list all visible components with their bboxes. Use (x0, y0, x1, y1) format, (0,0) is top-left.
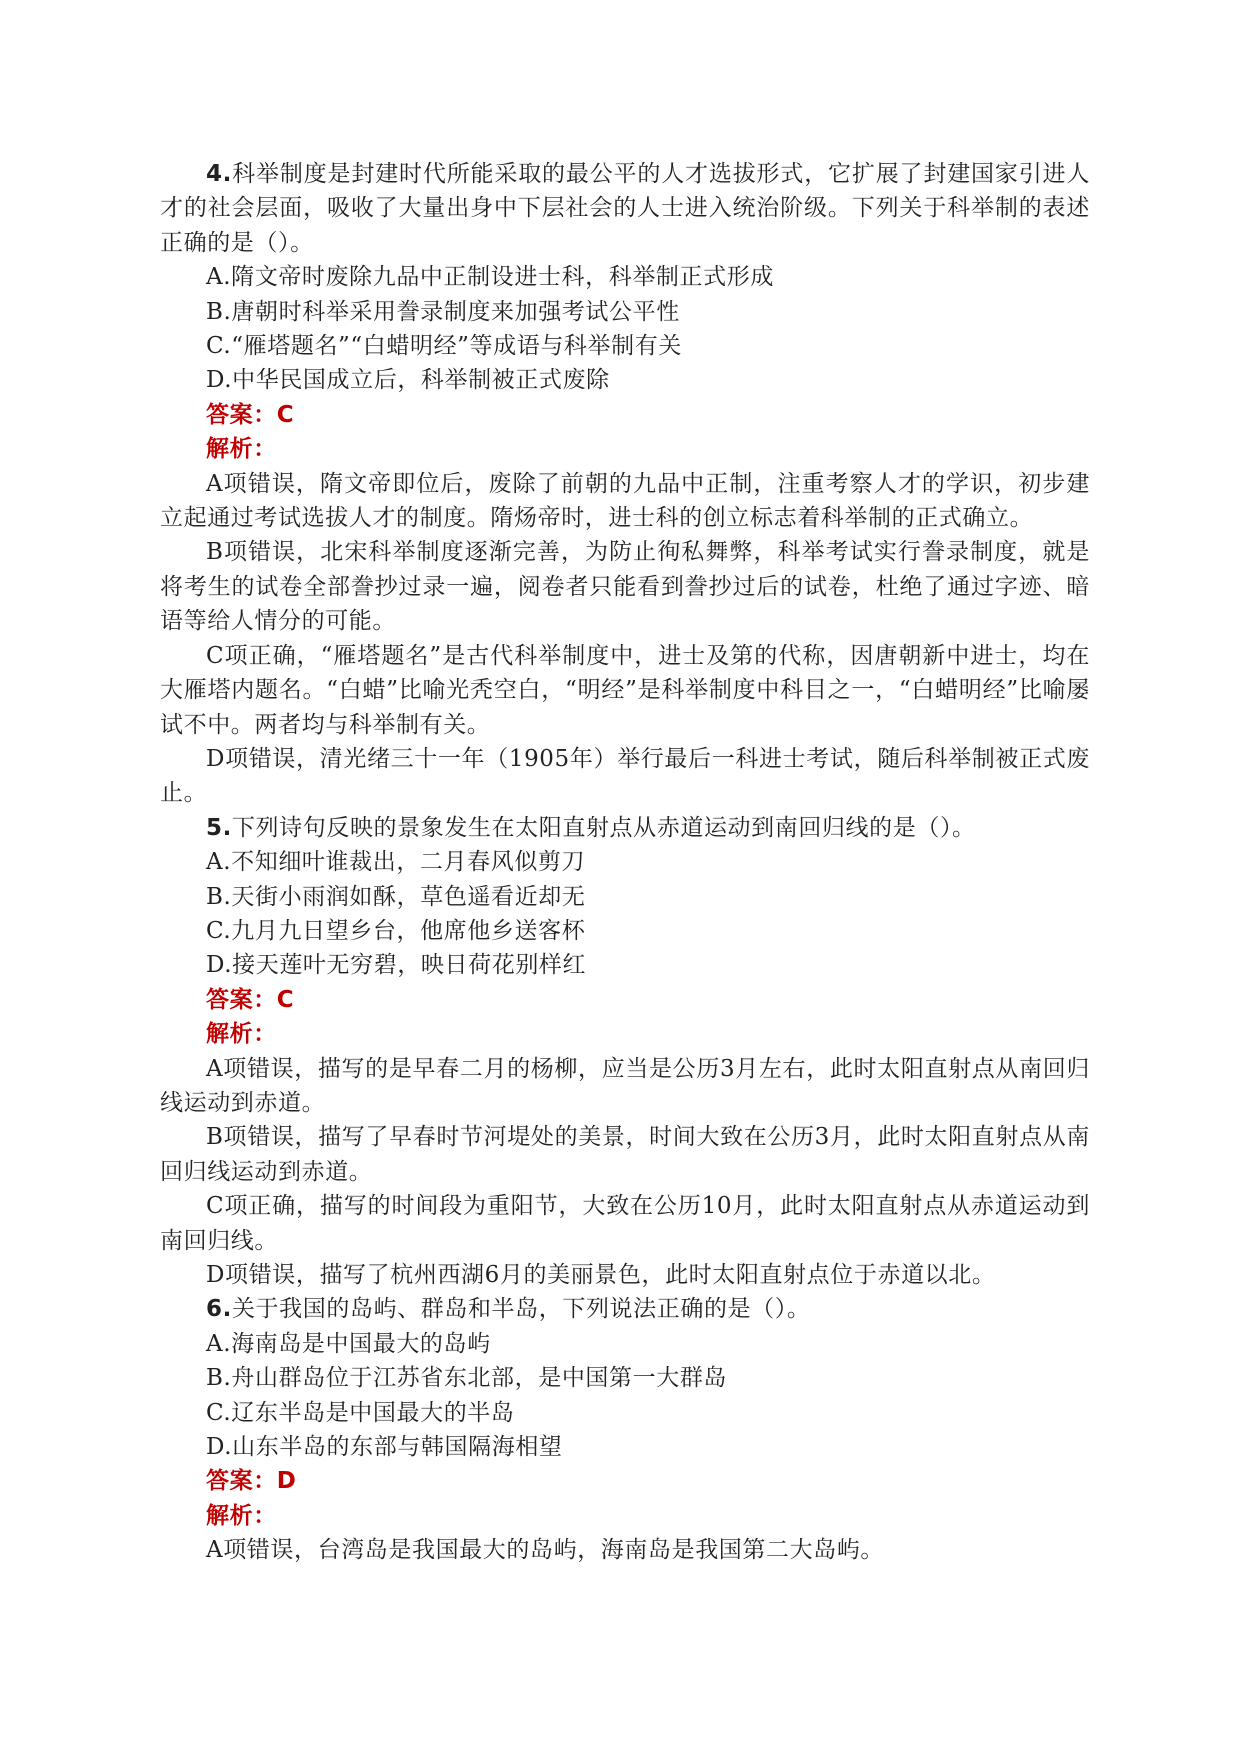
question-4 (160, 157, 1090, 811)
analysis-paragraph: D项错误，清光绪三十一年（1905年）举行最后一科进士考试，随后科举制被正式废止。 (160, 745, 1090, 807)
question-stem: 5.下列诗句反映的景象发生在太阳直射点从赤道运动到南回归线的是（）。 (206, 814, 976, 841)
analysis-paragraph: A项错误，描写的是早春二月的杨柳，应当是公历3月左右，此时太阳直射点从南回归线运动到赤道。 (160, 1055, 1090, 1116)
answer-label: 答案：C (206, 401, 295, 428)
question-5 (160, 811, 1090, 1293)
analysis-paragraph: A项错误，台湾岛是我国最大的岛屿，海南岛是我国第二大岛屿。 (206, 1537, 885, 1564)
analysis-paragraph: C项正确，描写的时间段为重阳节，大致在公历10月，此时太阳直射点从赤道运动到南回归线。 (160, 1193, 1090, 1254)
option-d: D.接天莲叶无穷碧，映日荷花别样红 (206, 952, 587, 979)
analysis-label: 解析： (206, 436, 277, 463)
question-number: 4. (206, 161, 232, 187)
option-a: A.海南岛是中国最大的岛屿 (206, 1330, 491, 1357)
answer-label: 答案：D (206, 1468, 297, 1495)
answer-label: 答案：C (206, 986, 295, 1013)
option-a: A.不知细叶谁裁出，二月春风似剪刀 (206, 849, 586, 876)
analysis-label: 解析： (206, 1502, 277, 1529)
analysis-label: 解析： (206, 1021, 277, 1048)
question-number: 5. (206, 814, 232, 841)
option-b: B.天街小雨润如酥，草色遥看近却无 (206, 883, 586, 910)
question-number: 6. (206, 1296, 232, 1323)
document-page (160, 157, 1090, 1568)
option-b: B.舟山群岛位于江苏省东北部，是中国第一大群岛 (206, 1365, 728, 1392)
analysis-paragraph: B项错误，描写了早春时节河堤处的美景，时间大致在公历3月，此时太阳直射点从南回归线运动到赤道。 (160, 1124, 1090, 1185)
option-d: D.中华民国成立后，科举制被正式废除 (206, 367, 610, 394)
analysis-paragraph: A项错误，隋文帝即位后，废除了前朝的九品中正制，注重考察人才的学识，初步建立起通过考试选拔人才的制度。隋炀帝时，进士科的创立标志着科举制的正式确立。 (160, 470, 1090, 532)
option-c: C.“雁塔题名”“白蜡明经”等成语与科举制有关 (206, 333, 682, 360)
option-a: A.隋文帝时废除九品中正制设进士科，科举制正式形成 (206, 264, 774, 291)
option-d: D.山东半岛的东部与韩国隔海相望 (206, 1434, 563, 1461)
question-stem: 6.关于我国的岛屿、群岛和半岛，下列说法正确的是（）。 (206, 1296, 811, 1323)
option-c: C.九月九日望乡台，他席他乡送客杯 (206, 917, 586, 944)
analysis-paragraph: C项正确，“雁塔题名”是古代科举制度中，进士及第的代称，因唐朝新中进士，均在大雁塔内题名。“白蜡”比喻光秃空白，“明经”是科举制度中科目之一，“白蜡明经”比喻屡试不中。两者均与科举制有关。 (160, 642, 1090, 738)
option-c: C.辽东半岛是中国最大的半岛 (206, 1399, 515, 1426)
question-stem: 4.科举制度是封建时代所能采取的最公平的人才选拔形式，它扩展了封建国家引进人才的社会层面，吸收了大量出身中下层社会的人士进入统治阶级。下列关于科举制的表述正确的是（）。 (160, 161, 1090, 256)
option-b: B.唐朝时科举采用誊录制度来加强考试公平性 (206, 298, 680, 325)
analysis-paragraph: D项错误，描写了杭州西湖6月的美丽景色，此时太阳直射点位于赤道以北。 (206, 1262, 996, 1288)
analysis-paragraph: B项错误，北宋科举制度逐渐完善，为防止徇私舞弊，科举考试实行誊录制度，就是将考生的试卷全部誊抄过录一遍，阅卷者只能看到誊抄过后的试卷，杜绝了通过字迹、暗语等给人情分的可能。 (160, 539, 1090, 635)
question-6 (160, 1292, 1090, 1567)
